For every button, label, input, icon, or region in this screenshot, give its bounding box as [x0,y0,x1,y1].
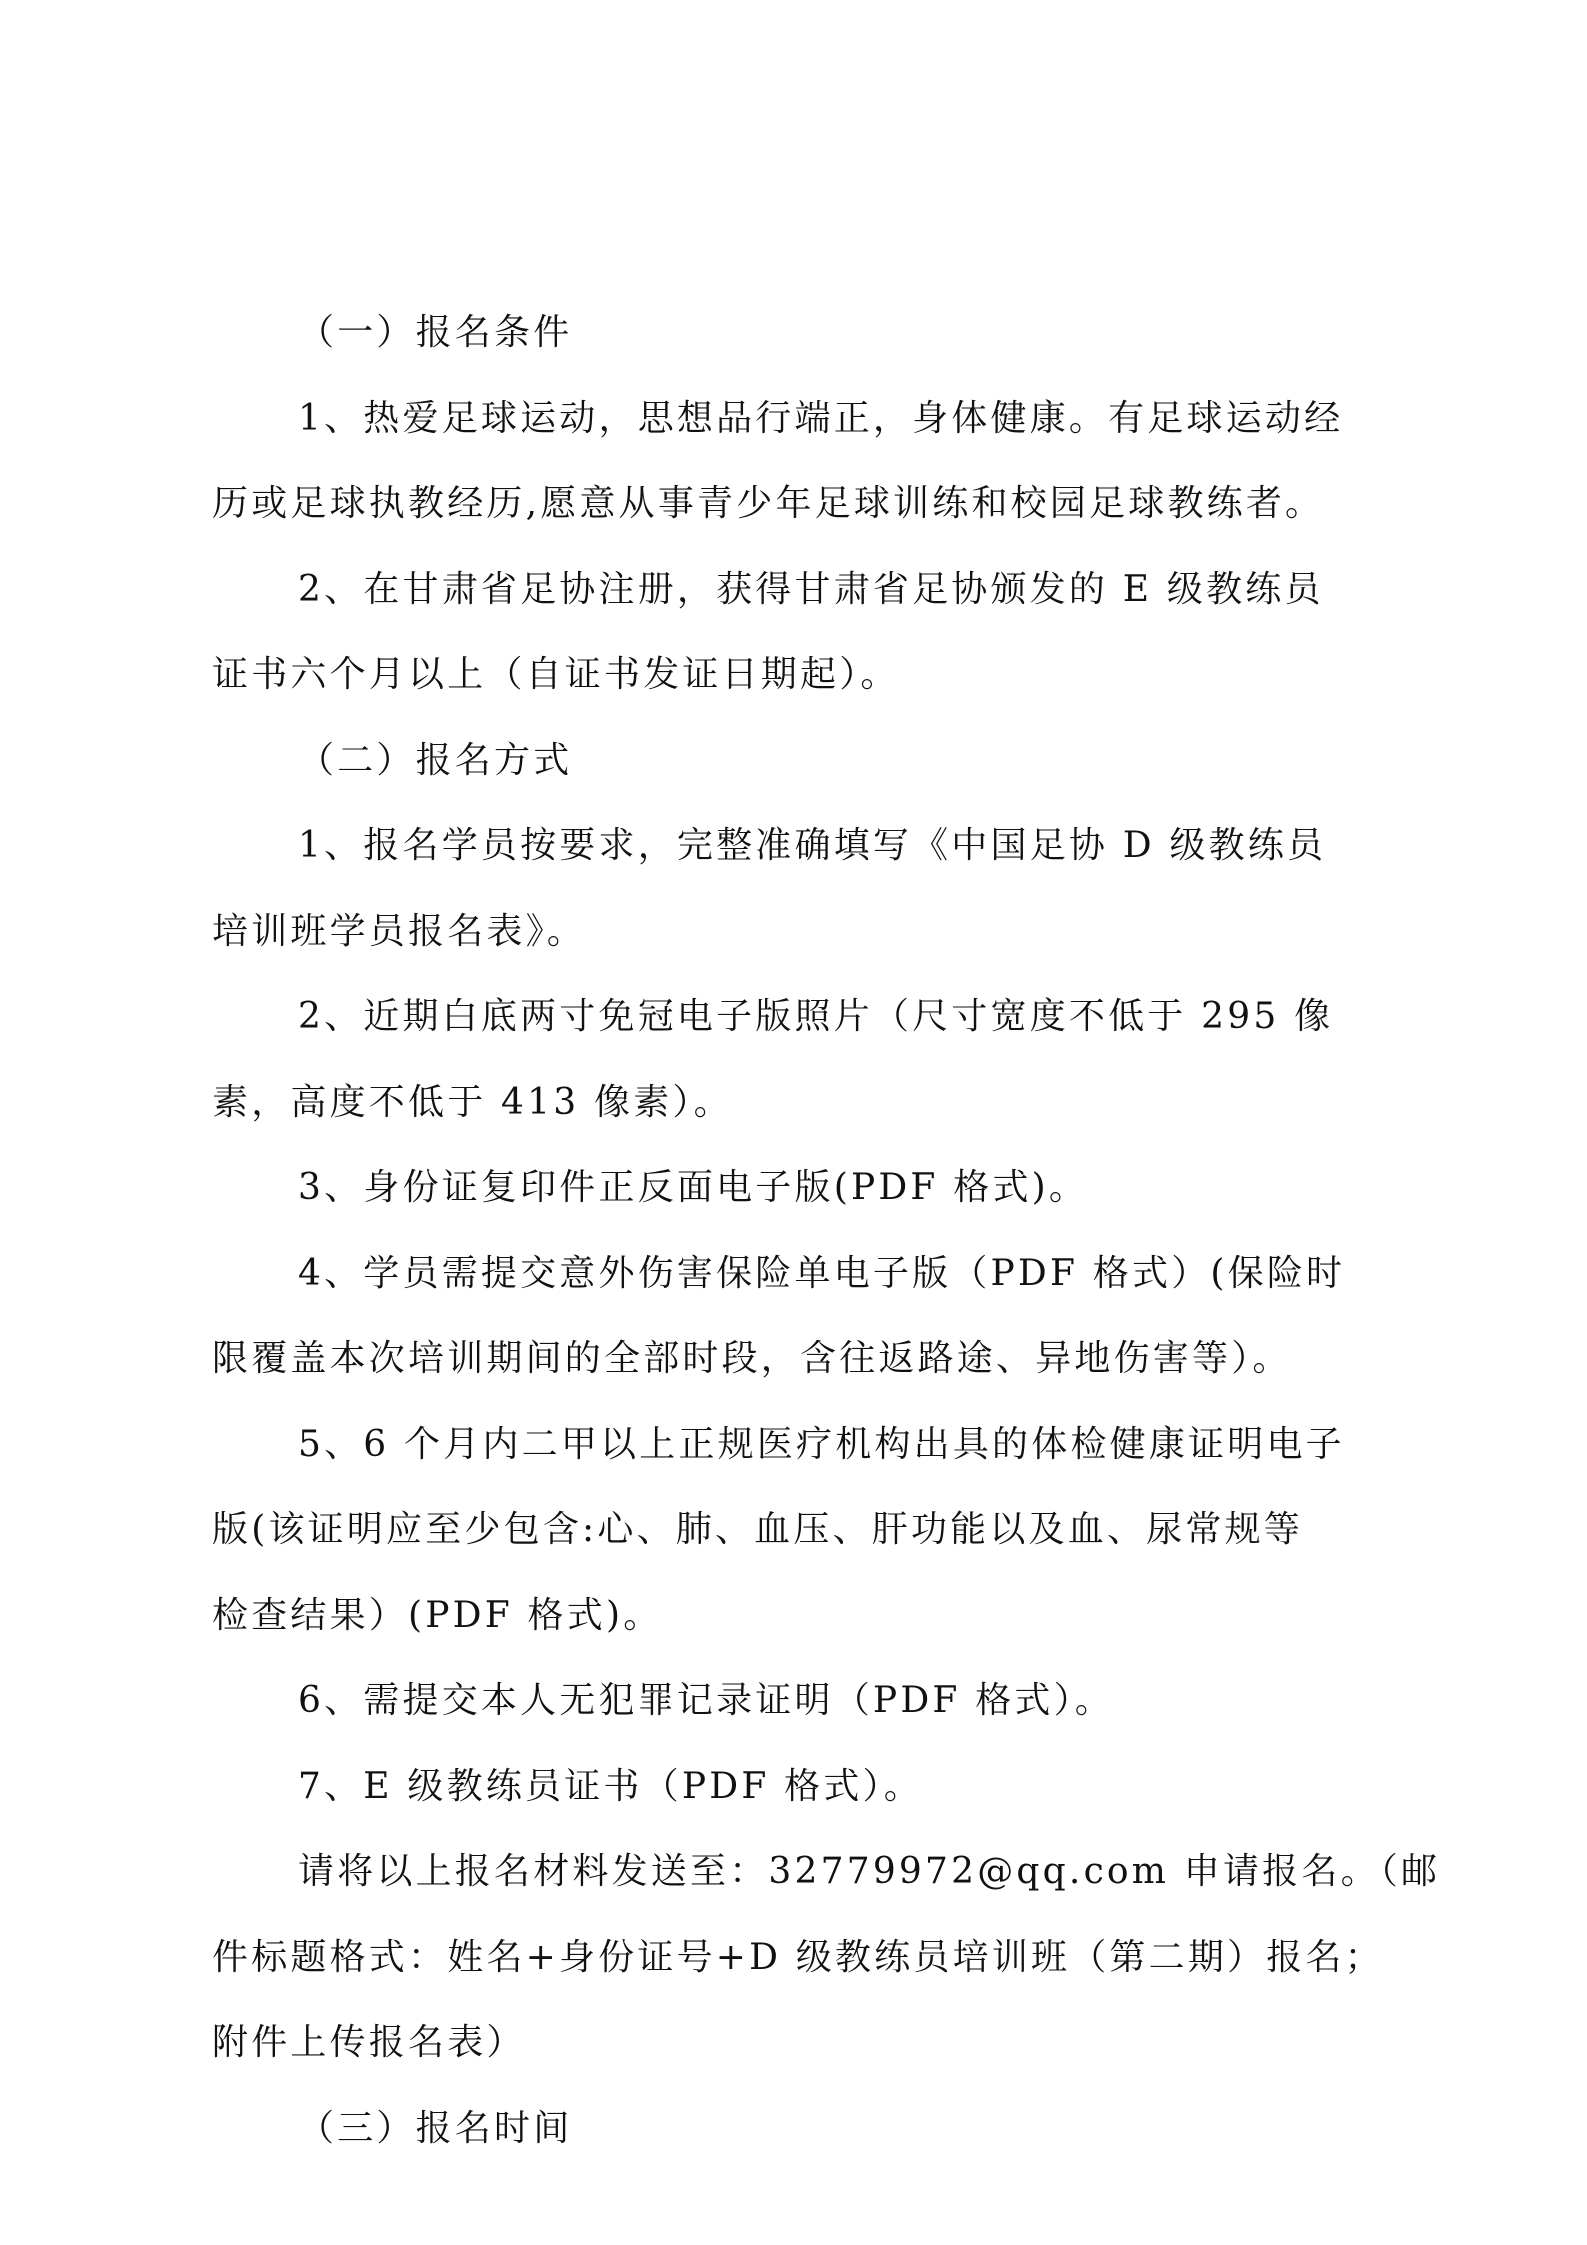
paragraph-line: 4、学员需提交意外伤害保险单电子版（PDF 格式）(保险时 [298,1252,1346,1294]
paragraph-line: 版(该证明应至少包含:心、肺、血压、肝功能以及血、尿常规等 [212,1509,1303,1550]
paragraph-line: 检查结果）(PDF 格式)。 [212,1594,663,1636]
method-item-4 [212,1231,1392,1402]
paragraph-line: 6、需提交本人无犯罪记录证明（PDF 格式）。 [298,1680,1115,1721]
paragraph-line: 2、近期白底两寸免冠电子版照片（尺寸宽度不低于 295 像 [298,996,1334,1037]
condition-item-1 [212,376,1392,547]
paragraph-line: 2、在甘肃省足协注册，获得甘肃省足协颁发的 E 级教练员 [298,568,1324,610]
paragraph-line: 培训班学员报名表》。 [212,910,587,952]
paragraph-line: 件标题格式：姓名+身份证号+D 级教练员培训班（第二期）报名； [212,1936,1384,1978]
paragraph-line: 素，高度不低于 413 像素）。 [212,1081,733,1123]
method-item-5 [212,1402,1392,1659]
paragraph-line: 限覆盖本次培训期间的全部时段，含往返路途、异地伤害等）。 [212,1338,1292,1379]
paragraph-line: 历或足球执教经历,愿意从事青少年足球训练和校园足球教练者。 [212,483,1325,524]
paragraph-line: 证书六个月以上（自证书发证日期起）。 [212,654,900,695]
condition-item-2 [212,547,1392,718]
paragraph-line: 3、身份证复印件正反面电子版(PDF 格式)。 [298,1167,1089,1208]
paragraph-line: 5、6 个月内二甲以上正规医疗机构出具的体检健康证明电子 [298,1423,1345,1465]
method-item-1 [212,803,1392,974]
method-item-2 [212,974,1392,1145]
method-item-7 [212,1744,1392,1830]
document-page [212,290,1441,2171]
method-item-6 [212,1658,1392,1744]
paragraph-line: 附件上传报名表） [212,2022,526,2063]
section-heading-registration-conditions: （一）报名条件 [298,312,573,353]
method-item-3 [212,1145,1392,1231]
paragraph-line: 7、E 级教练员证书（PDF 格式）。 [298,1765,923,1807]
section-heading-registration-method: （二）报名方式 [298,739,573,781]
paragraph-line: 1、报名学员按要求，完整准确填写《中国足协 D 级教练员 [298,825,1327,866]
paragraph-line-with-email: 请将以上报名材料发送至：32779972@qq.com 申请报名。（邮 [298,1851,1441,1892]
section-heading-registration-time: （三）报名时间 [298,2107,573,2149]
submission-instructions [212,1829,1441,2086]
paragraph-line: 1、热爱足球运动，思想品行端正，身体健康。有足球运动经 [298,397,1344,439]
